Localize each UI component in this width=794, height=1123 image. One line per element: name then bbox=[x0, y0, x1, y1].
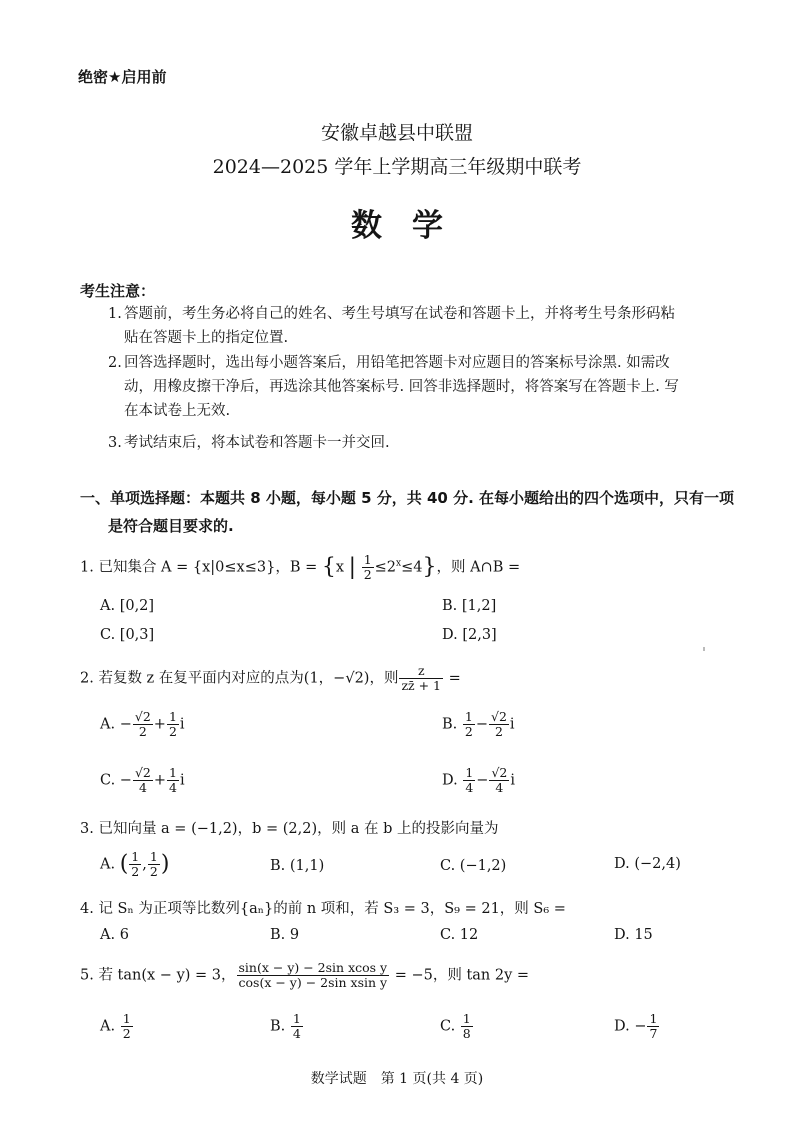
q4-option-b: B. 9 bbox=[270, 927, 300, 943]
question-1: 1. 已知集合 A = {x|0≤x≤3}，B = {x | $\frac{1}{2}$ $\le 2^x\le 4$}，则 A∩B = bbox=[80, 552, 521, 582]
q4-option-a: A. 6 bbox=[100, 927, 129, 943]
q5-option-b: B. $\frac{1}{4}$ bbox=[270, 1011, 301, 1041]
q3-option-b: B. (1,1) bbox=[270, 858, 325, 874]
q3-option-a: A. ( $\frac{1}{2}$ , $\frac{1}{2}$ ) bbox=[100, 849, 170, 879]
q2-option-c: C. − $\frac{√2}{4}$ + $\frac{1}{4}$ i bbox=[100, 765, 185, 795]
school-name: 安徽卓越县中联盟 bbox=[320, 122, 473, 144]
q1-option-c: C. [0,3] bbox=[100, 627, 155, 643]
q5-option-a: A. $\frac{1}{2}$ bbox=[100, 1011, 131, 1041]
q2-option-b: B. $\frac{1}{2}$ − $\frac{√2}{2}$ i bbox=[442, 709, 515, 739]
q5-option-c: C. $\frac{1}{8}$ bbox=[440, 1011, 471, 1041]
q4-option-c: C. 12 bbox=[440, 927, 479, 943]
exam-title: 2024—2025 学年上学期高三年级期中联考 bbox=[212, 156, 582, 178]
q3-option-d: D. (−2,4) bbox=[614, 856, 681, 872]
q1-option-a: A. [0,2] bbox=[100, 598, 155, 614]
q5-option-d: D. − $\frac{1}{7}$ bbox=[614, 1011, 658, 1041]
subject-title: 数学 bbox=[351, 208, 473, 244]
q2-option-a: A. − $\frac{√2}{2}$ + $\frac{1}{2}$ i bbox=[100, 709, 185, 739]
q3-option-c: C. (−1,2) bbox=[440, 858, 507, 874]
question-2: 2. 若复数 z 在复平面内对应的点为(1，−√2)，则 $\frac{z}{zz̄ + 1}$ = bbox=[80, 663, 461, 693]
scan-speck bbox=[703, 647, 705, 651]
notice-item-3: 3. 考试结束后，将本试卷和答题卡一并交回. bbox=[108, 435, 390, 451]
notice-title: 考生注意： bbox=[80, 282, 156, 300]
question-4: 4. 记 Sₙ 为正项等比数列{aₙ}的前 n 项和，若 S₃ = 3，S₉ = 21，则 S₆ = bbox=[80, 901, 566, 917]
question-5: 5. 若 tan(x − y) = 3， $\frac{\text{sin(x − y) − 2sin xcos y}}{\text{cos(x − y) − 2sin xsin y}}$ = −5，则 tan 2y = bbox=[80, 960, 530, 990]
confidential-label: 绝密★启用前 bbox=[78, 68, 167, 86]
section-1-heading: 一、单项选择题：本题共 8 小题，每小题 5 分，共 40 分. 在每小题给出的四个选项中，只有一项 是符合题目要求的. bbox=[80, 489, 735, 535]
question-3: 3. 已知向量 a = (−1,2)，b = (2,2)，则 a 在 b 上的投影向量为 bbox=[80, 821, 499, 837]
q1-option-d: D. [2,3] bbox=[442, 627, 497, 643]
page-footer: 数学试题 第 1 页(共 4 页) bbox=[310, 1071, 484, 1087]
q1-option-b: B. [1,2] bbox=[442, 598, 497, 614]
q4-option-d: D. 15 bbox=[614, 927, 653, 943]
q2-option-d: D. $\frac{1}{4}$ − $\frac{√2}{4}$ i bbox=[442, 765, 515, 795]
notice-item-1: 1. 答题前，考生务必将自己的姓名、考生号填写在试卷和答题卡上，并将考生号条形码粘 贴在答题卡上的指定位置. bbox=[108, 306, 675, 346]
notice-item-2: 2. 回答选择题时，选出每小题答案后，用铅笔把答题卡对应题目的答案标号涂黑. 如需改 动，用橡皮擦干净后，再选涂其他答案标号. 回答非选择题时，将答案写在答题卡上. 写 在本试卷上无效. bbox=[108, 355, 679, 419]
